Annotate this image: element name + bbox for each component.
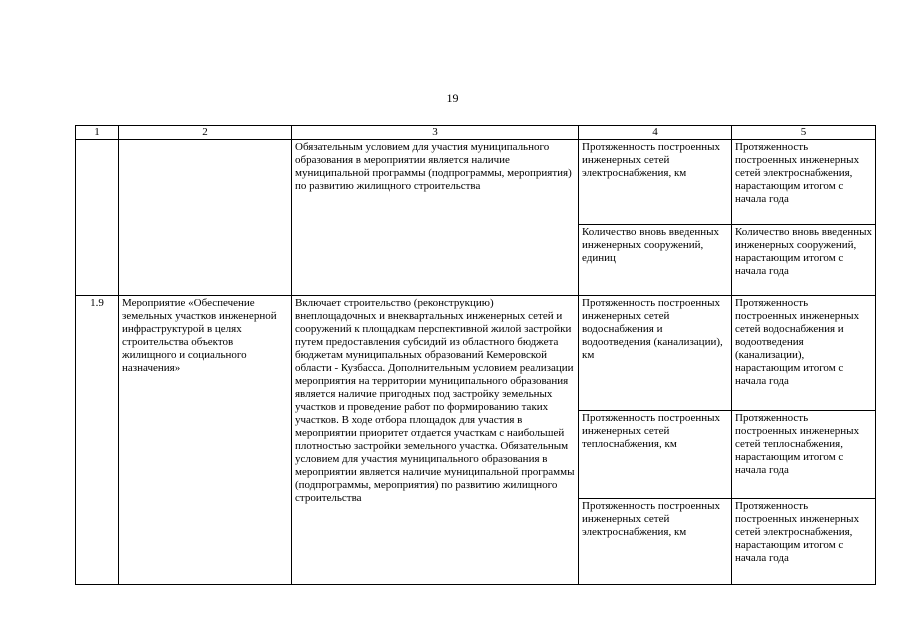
indicator-cumulative-cell: Протяженность построенных инженерных сетей электроснабжения, нарастающим итогом с начала года [732,499,876,585]
column-header: 2 [119,126,292,140]
column-header: 3 [292,126,579,140]
table-row [76,140,876,225]
event-name-cell [119,140,292,296]
column-header: 5 [732,126,876,140]
indicator-cell: Протяженность построенных инженерных сетей водоснабжения и водоотведения (канализации), км [579,296,732,411]
indicator-cumulative-cell: Протяженность построенных инженерных сетей электроснабжения, нарастающим итогом с начала года [732,140,876,225]
indicator-cell: Протяженность построенных инженерных сетей электроснабжения, км [579,140,732,225]
program-table [75,125,876,585]
indicator-cell: Протяженность построенных инженерных сетей электроснабжения, км [579,499,732,585]
event-description-cell: Включает строительство (реконструкцию) внеплощадочных и внеквартальных инженерных сетей и сооружений к площадкам перспективной жилой застройки путем предоставления субсидий из областного бюджета бюджетам муниципальных образований Кемеровской области - Кузбасса. Дополнительным условием реализации мероприятия на территории муниципального образования является наличие пригодных под застройку земельных участков и проведение работ по формированию таких участков. В ходе отбора площадок для участия в мероприятии приоритет отдается участкам с наибольшей плотностью застройки земельного участка. Обязательным условием для участия муниципального образования в мероприятии является наличие муниципальной программы (подпрограммы, мероприятия) по развитию жилищного строительства [292,296,579,585]
row-number-cell: 1.9 [76,296,119,585]
indicator-cell: Протяженность построенных инженерных сетей теплоснабжения, км [579,411,732,499]
indicator-cell: Количество вновь введенных инженерных сооружений, единиц [579,225,732,296]
table-row [76,296,876,411]
event-name-cell: Мероприятие «Обеспечение земельных участков инженерной инфраструктурой в целях строительства объектов жилищного и социального назначения» [119,296,292,585]
indicator-cumulative-cell: Количество вновь введенных инженерных сооружений, нарастающим итогом с начала года [732,225,876,296]
column-header: 4 [579,126,732,140]
indicator-cumulative-cell: Протяженность построенных инженерных сетей водоснабжения и водоотведения (канализации), нарастающим итогом с начала года [732,296,876,411]
indicator-cumulative-cell: Протяженность построенных инженерных сетей теплоснабжения, нарастающим итогом с начала года [732,411,876,499]
row-number-cell [76,140,119,296]
page-number: 19 [446,91,459,105]
table-header-row [76,126,876,140]
column-header: 1 [76,126,119,140]
event-description-cell: Обязательным условием для участия муниципального образования в мероприятии является наличие муниципальной программы (подпрограммы, мероприятия) по развитию жилищного строительства [292,140,579,296]
